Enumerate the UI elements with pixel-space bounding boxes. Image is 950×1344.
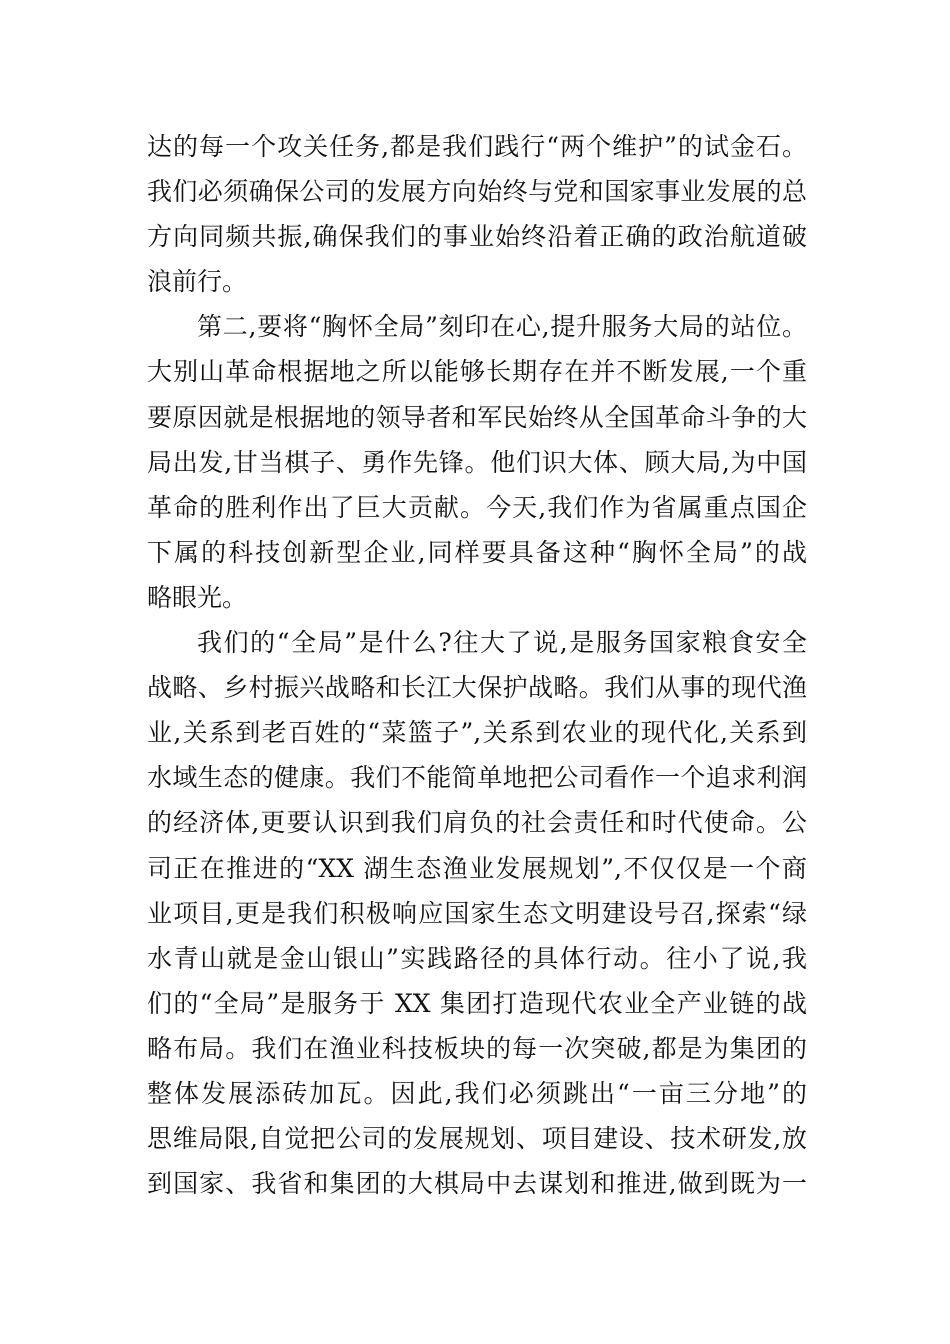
text-line: 整体发展添砖加瓦。因此,我们必须跳出“一亩三分地”的: [147, 1078, 807, 1108]
text-line: 略眼光。: [147, 582, 248, 612]
text-line: 下属的科技创新型企业,同样要具备这种“胸怀全局”的战: [147, 537, 807, 567]
text-line: 我们必须确保公司的发展方向始终与党和国家事业发展的总: [147, 177, 807, 207]
text-line: 达的每一个攻关任务,都是我们践行“两个维护”的试金石。: [147, 132, 807, 161]
document-body: [147, 124, 807, 1206]
text-line: 的经济体,更要认识到我们肩负的社会责任和时代使命。公: [147, 808, 807, 838]
text-line: 方向同频共振,确保我们的事业始终沿着正确的政治航道破: [147, 222, 807, 252]
paragraph-3: [147, 620, 807, 1206]
text-line: 略布局。我们在渔业科技板块的每一次突破,都是为集团的: [147, 1033, 807, 1063]
text-line: 水青山就是金山银山”实践路径的具体行动。往小了说,我: [147, 943, 807, 973]
text-line: 到国家、我省和集团的大棋局中去谋划和推进,做到既为一: [147, 1169, 807, 1199]
paragraph-1: [147, 124, 807, 304]
text-line: 思维局限,自觉把公司的发展规划、项目建设、技术研发,放: [147, 1124, 807, 1154]
text-line: 要原因就是根据地的领导者和军民始终从全国革命斗争的大: [147, 402, 807, 432]
text-line: 局出发,甘当棋子、勇作先锋。他们识大体、顾大局,为中国: [147, 447, 807, 477]
text-line: 第二,要将“胸怀全局”刻印在心,提升服务大局的站位。: [197, 312, 807, 342]
text-line: 业,关系到老百姓的“菜篮子”,关系到农业的现代化,关系到: [147, 718, 807, 748]
text-line: 革命的胜利作出了巨大贡献。今天,我们作为省属重点国企: [147, 492, 807, 522]
text-line: 战略、乡村振兴战略和长江大保护战略。我们从事的现代渔: [147, 673, 807, 703]
paragraph-2: [147, 304, 807, 620]
text-line: 大别山革命根据地之所以能够长期存在并不断发展,一个重: [147, 357, 807, 387]
text-line: 们的“全局”是服务于 XX 集团打造现代农业全产业链的战: [147, 988, 807, 1018]
text-line: 浪前行。: [147, 267, 248, 297]
text-line: 司正在推进的“XX 湖生态渔业发展规划”,不仅仅是一个商: [147, 853, 807, 883]
text-line: 我们的“全局”是什么?往大了说,是服务国家粮食安全: [197, 628, 807, 658]
text-line: 业项目,更是我们积极响应国家生态文明建设号召,探索“绿: [147, 898, 807, 928]
text-line: 水域生态的健康。我们不能简单地把公司看作一个追求利润: [147, 763, 807, 793]
